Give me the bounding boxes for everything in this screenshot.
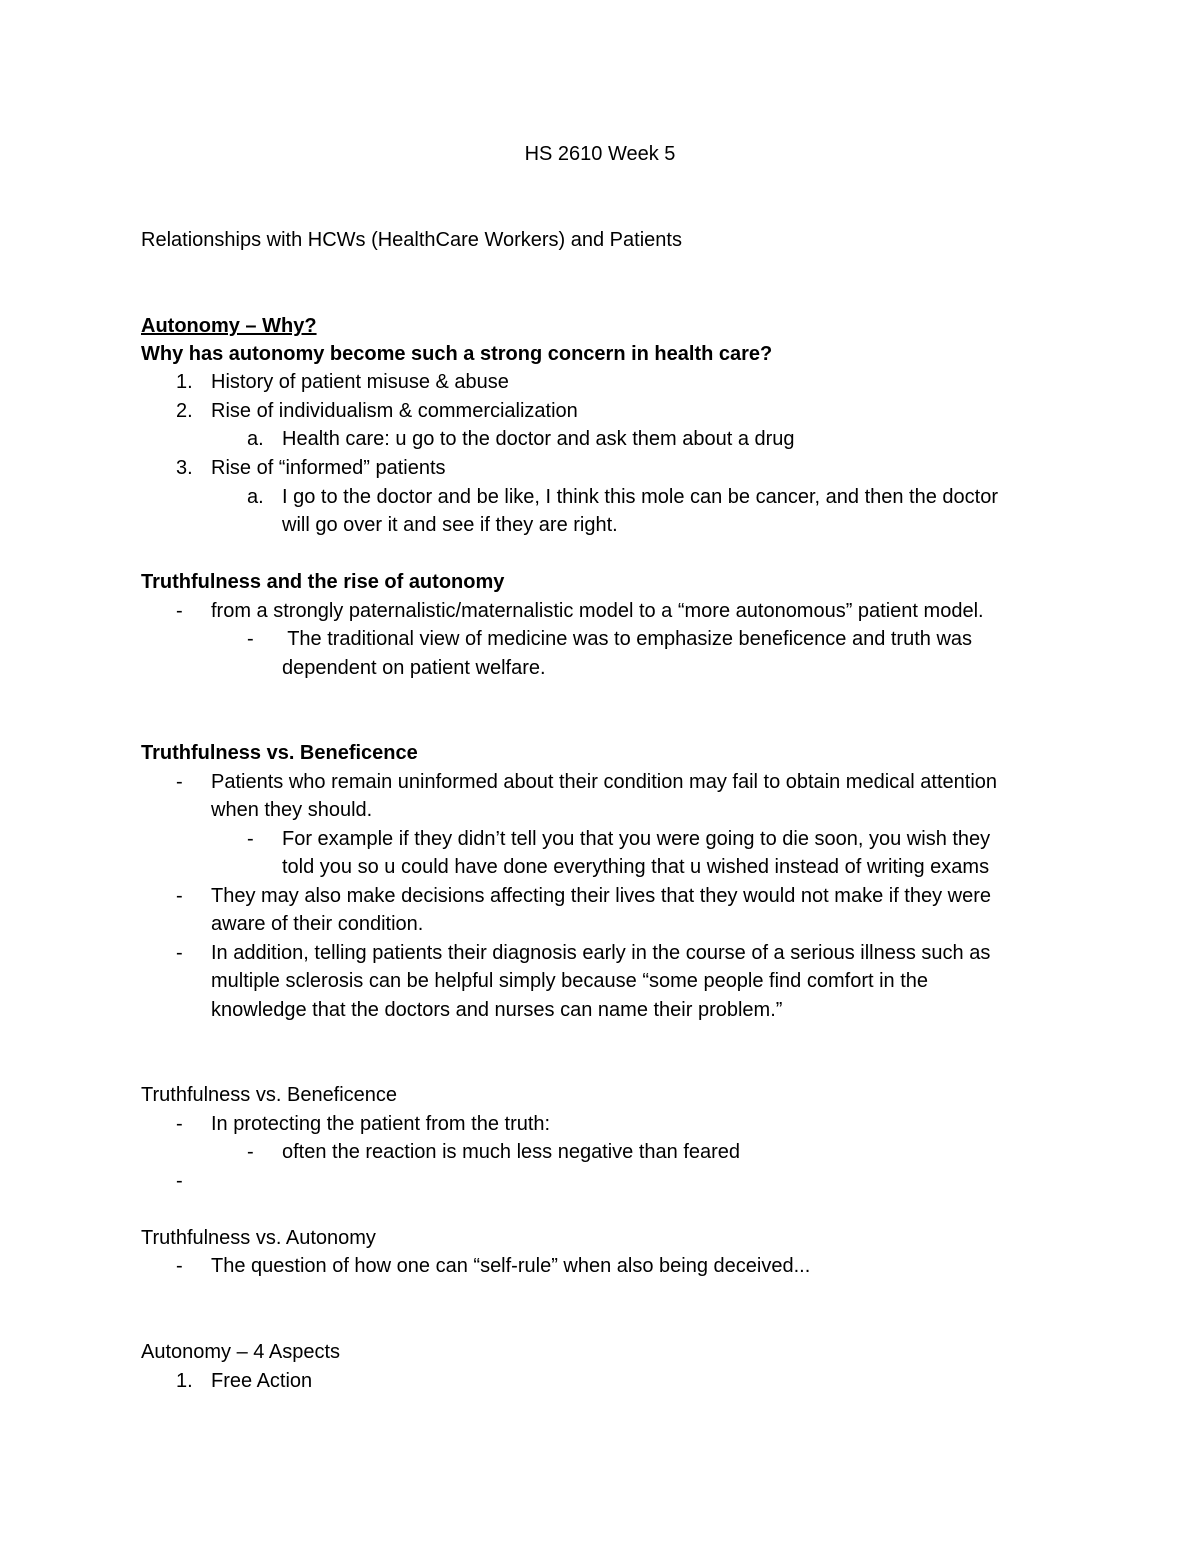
list-marker: - <box>247 1141 254 1163</box>
list-item: History of patient misuse & abuse <box>211 371 509 393</box>
list-marker: 1. <box>176 371 193 393</box>
section-heading-truthfulness-vs-autonomy: Truthfulness vs. Autonomy <box>141 1227 376 1249</box>
list-item: Rise of individualism & commercialization <box>211 400 578 422</box>
document-title: HS 2610 Week 5 <box>524 143 676 165</box>
list-item-continuation: knowledge that the doctors and nurses can name their problem.” <box>211 999 783 1021</box>
list-marker: - <box>176 771 183 793</box>
list-item: Rise of “informed” patients <box>211 457 446 479</box>
list-marker: 1. <box>176 1370 193 1392</box>
list-item-continuation: dependent on patient welfare. <box>282 657 546 679</box>
list-item: Health care: u go to the doctor and ask them about a drug <box>282 428 795 450</box>
list-marker: - <box>176 600 183 622</box>
list-item: In protecting the patient from the truth: <box>211 1113 551 1135</box>
list-marker: 2. <box>176 400 193 422</box>
list-item-continuation: multiple sclerosis can be helpful simply because “some people find comfort in the <box>211 970 929 992</box>
list-marker: - <box>176 942 183 964</box>
list-item-continuation: will go over it and see if they are right. <box>282 514 618 536</box>
list-item: They may also make decisions affecting their lives that they would not make if they were <box>211 885 992 907</box>
list-marker: a. <box>247 428 264 450</box>
section-heading-truthfulness-vs-beneficence-2: Truthfulness vs. Beneficence <box>141 1084 398 1106</box>
list-item: I go to the doctor and be like, I think this mole can be cancer, and then the doctor <box>282 486 999 508</box>
list-marker: - <box>247 828 254 850</box>
list-item-continuation: told you so u could have done everything that u wished instead of writing exams <box>282 856 990 878</box>
document-subtitle: Relationships with HCWs (HealthCare Workers) and Patients <box>141 229 682 251</box>
list-marker: 3. <box>176 457 193 479</box>
list-item: Free Action <box>211 1370 313 1392</box>
list-item: often the reaction is much less negative than feared <box>282 1141 741 1163</box>
list-item: Patients who remain uninformed about their condition may fail to obtain medical attention <box>211 771 998 793</box>
list-item: The traditional view of medicine was to emphasize beneficence and truth was <box>282 628 973 650</box>
list-marker: - <box>176 1113 183 1135</box>
list-marker: - <box>176 885 183 907</box>
list-item: For example if they didn’t tell you that you were going to die soon, you wish they <box>282 828 991 850</box>
list-item-continuation: when they should. <box>211 799 373 821</box>
list-item: In addition, telling patients their diagnosis early in the course of a serious illness such as <box>211 942 991 964</box>
list-item: from a strongly paternalistic/maternalistic model to a “more autonomous” patient model. <box>211 600 984 622</box>
list-marker: - <box>176 1255 183 1277</box>
list-marker: - <box>247 628 254 650</box>
section-question: Why has autonomy become such a strong concern in health care? <box>141 343 773 365</box>
section-heading-truthfulness-rise: Truthfulness and the rise of autonomy <box>141 571 505 593</box>
list-item-continuation: aware of their condition. <box>211 913 424 935</box>
list-marker: a. <box>247 486 264 508</box>
list-marker: - <box>176 1170 183 1192</box>
section-heading-autonomy-4-aspects: Autonomy – 4 Aspects <box>141 1341 341 1363</box>
section-heading-autonomy-why: Autonomy – Why? <box>141 315 317 337</box>
section-heading-truthfulness-vs-beneficence: Truthfulness vs. Beneficence <box>141 742 418 764</box>
list-item: The question of how one can “self-rule” when also being deceived... <box>211 1255 811 1277</box>
